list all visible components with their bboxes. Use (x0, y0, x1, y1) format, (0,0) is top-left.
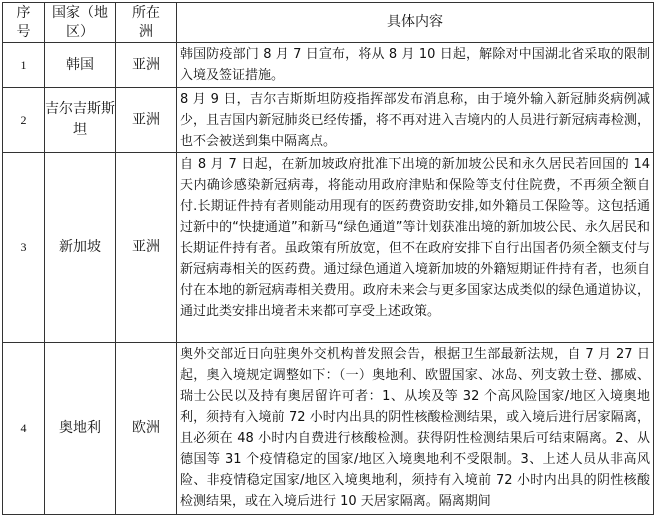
row-number: 4 (3, 343, 45, 515)
header-seq: 序 号 (3, 3, 45, 43)
entry-policy-table (2, 2, 654, 515)
header-content: 具体内容 (177, 3, 654, 43)
header-row (3, 3, 654, 43)
row-continent: 欧洲 (116, 343, 177, 515)
table-row (3, 343, 654, 515)
row-number: 3 (3, 153, 45, 343)
row-continent: 亚洲 (116, 43, 177, 88)
row-number: 1 (3, 43, 45, 88)
row-country: 新加坡 (45, 153, 116, 343)
header-continent: 所在 洲 (116, 3, 177, 43)
row-country: 奥地利 (45, 343, 116, 515)
row-content: 韩国防疫部门 8 月 7 日宣布，将从 8 月 10 日起，解除对中国湖北省采取的限制入境及签证措施。 (177, 43, 654, 88)
table-row (3, 88, 654, 153)
row-country: 韩国 (45, 43, 116, 88)
row-country: 吉尔吉斯斯坦 (45, 88, 116, 153)
row-continent: 亚洲 (116, 88, 177, 153)
row-content: 8 月 9 日，吉尔吉斯斯坦防疫指挥部发布消息称，由于境外输入新冠肺炎病例减少，且吉国内新冠肺炎已经传播，将不再对进入吉境内的人员进行新冠病毒检测，也不会被送到集中隔离点。 (177, 88, 654, 153)
row-content: 自 8 月 7 日起，在新加坡政府批准下出境的新加坡公民和永久居民若回国的 14 天内确诊感染新冠病毒，将能动用政府津贴和保险等支付住院费，不再须全额自付.长期证件持有者则能动用现有的医药费资助安排,如外籍员工保险等。这包括通过新中的“快捷通道”和新马“绿色通道”等计划获准出境的新加坡公民、永久居民和长期证件持有者。虽政策有所放宽，但不在政府安排下自行出国者仍须全额支付与新冠病毒相关的医药费。通过绿色通道入境新加坡的外籍短期证件持有者，也须自付在本地的新冠病毒相关费用。政府未来会与更多国家达成类似的绿色通道协议，通过此类安排出境者未来都可享受上述政策。 (177, 153, 654, 343)
row-number: 2 (3, 88, 45, 153)
row-content-cell (177, 343, 654, 515)
header-country: 国家（地 区） (45, 3, 116, 43)
table-row (3, 153, 654, 343)
row-content: 奥外交部近日向驻奥外交机构普发照会告，根据卫生部最新法规，自 7 月 27 日起，奥入境规定调整如下：（一）奥地利、欧盟国家、冰岛、列支敦士登、挪威、瑞士公民以及持有奥居留许可者：1、从埃及等 32 个高风险国家/地区入境奥地利，须持有入境前 72 小时内出具的阴性核酸检测结果，或入境后进行居家隔离，且必须在 48 小时内自费进行核酸检测。获得阴性检测结果后可结束隔离。2、从德国等 31 个疫情稳定的国家/地区入境奥地利不受限制。3、上述人员从非高风险、非疫情稳定国家/地区入境奥地利，须持有入境前 72 小时内出具的阴性核酸检测结果，或在入境后进行 10 天居家隔离。隔离期间 (180, 347, 650, 509)
table-row (3, 43, 654, 88)
row-continent: 亚洲 (116, 153, 177, 343)
